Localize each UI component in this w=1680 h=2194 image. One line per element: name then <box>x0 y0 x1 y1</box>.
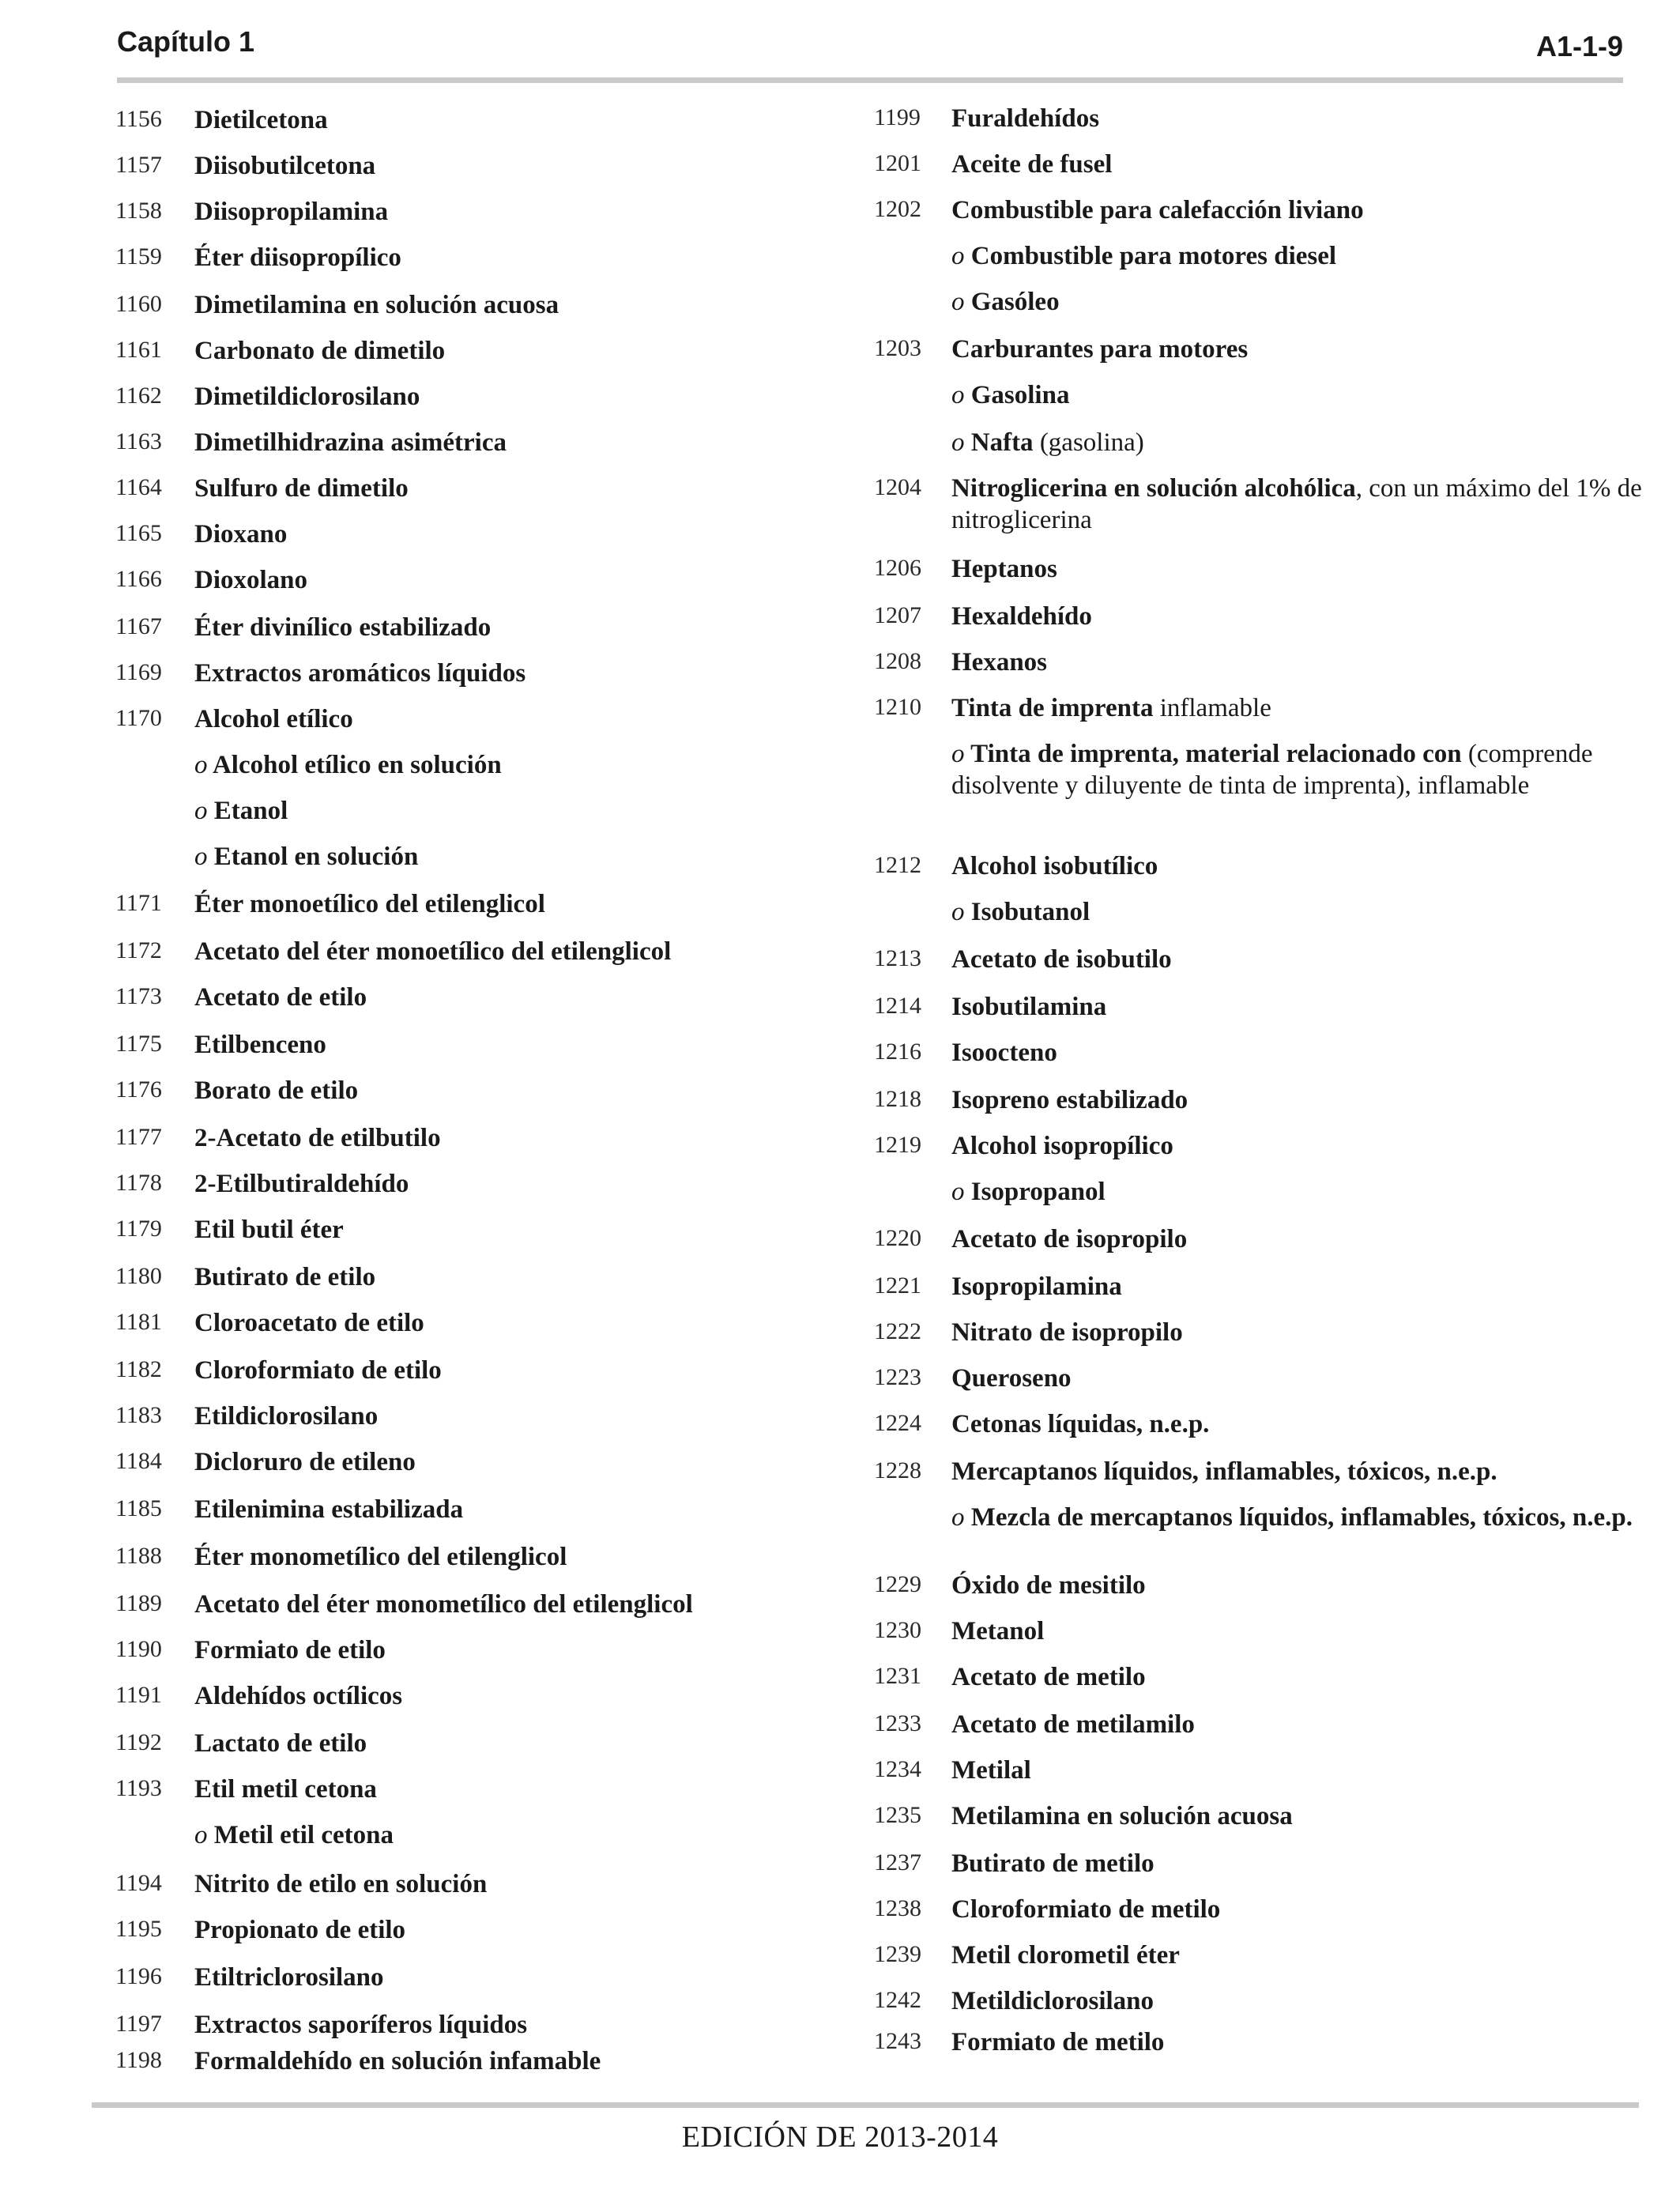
substance-name <box>951 1661 1680 1693</box>
un-number: 1194 <box>115 1870 162 1896</box>
substance-name <box>194 1355 874 1386</box>
substance-name-text: Isobutanol <box>970 898 1090 926</box>
substance-name-text: Gasóleo <box>970 288 1060 316</box>
substance-name <box>951 1317 1680 1348</box>
substance-name-text: Queroseno <box>951 1364 1072 1393</box>
un-number: 1190 <box>115 1636 162 1662</box>
substance-name <box>951 1985 1680 2017</box>
un-number: 1173 <box>115 983 162 1009</box>
substance-name-text: Acetato de metilo <box>951 1663 1146 1691</box>
un-number: 1223 <box>874 1364 921 1390</box>
substance-name-text: Etilenimina estabilizada <box>194 1495 464 1524</box>
substance-name <box>951 1223 1680 1255</box>
substance-name-text: Metilal <box>951 1756 1031 1785</box>
substance-name <box>951 379 1680 411</box>
substance-name-text: Dimetilhidrazina asimétrica <box>194 428 507 457</box>
substance-name-text: Sulfuro de dimetilo <box>194 474 409 503</box>
un-number: 1203 <box>874 335 921 361</box>
substance-name <box>951 427 1680 458</box>
substance-name <box>951 1408 1680 1440</box>
un-number: 1212 <box>874 852 921 878</box>
substance-name <box>194 936 874 967</box>
un-number: 1221 <box>874 1272 921 1299</box>
un-number: 1230 <box>874 1617 921 1643</box>
substance-name <box>951 1940 1680 1971</box>
alternate-name-marker: o <box>194 843 208 871</box>
un-number: 1214 <box>874 993 921 1019</box>
un-number: 1172 <box>115 937 162 963</box>
substance-name <box>194 518 874 550</box>
substance-name-text: Isopreno estabilizado <box>951 1086 1188 1114</box>
un-number: 1218 <box>874 1086 921 1112</box>
un-number: 1182 <box>115 1356 162 1382</box>
substance-name-text: 2-Etilbutiraldehído <box>194 1170 409 1198</box>
un-number: 1237 <box>874 1849 921 1875</box>
un-number: 1184 <box>115 1448 162 1474</box>
substance-name-text: Éter monometílico del etilenglicol <box>194 1543 567 1571</box>
substance-name <box>194 1168 874 1200</box>
substance-name-text: Éter monoetílico del etilenglicol <box>194 890 545 918</box>
un-number: 1207 <box>874 602 921 628</box>
substance-name <box>951 601 1680 632</box>
substance-name <box>194 1634 874 1666</box>
substance-name-text: Metilamina en solución acuosa <box>951 1802 1293 1830</box>
substance-name <box>951 1848 1680 1879</box>
un-number: 1159 <box>115 243 162 270</box>
substance-name-text: Nafta <box>970 428 1034 457</box>
substance-name <box>951 1570 1680 1601</box>
un-number: 1220 <box>874 1225 921 1251</box>
un-number: 1195 <box>115 1916 162 1942</box>
substance-name-text: Isoocteno <box>951 1039 1057 1067</box>
alternate-name-marker: o <box>194 751 208 779</box>
substance-name <box>194 703 874 735</box>
substance-name <box>194 564 874 596</box>
un-number: 1161 <box>115 337 162 363</box>
substance-name-text: Isobutilamina <box>951 993 1107 1021</box>
substance-name-text: Hexanos <box>951 648 1048 677</box>
substance-name-text: Cloroformiato de etilo <box>194 1356 442 1385</box>
un-number: 1156 <box>115 106 162 132</box>
substance-name-text: Dioxolano <box>194 566 308 594</box>
substance-name <box>194 795 874 827</box>
substance-name <box>951 103 1680 134</box>
substance-name <box>194 612 874 643</box>
substance-name <box>194 982 874 1013</box>
un-number: 1204 <box>874 474 921 500</box>
substance-qualifier: (gasolina) <box>1033 428 1144 457</box>
un-number: 1234 <box>874 1756 921 1782</box>
substance-name-text: Éter divinílico estabilizado <box>194 613 492 642</box>
substance-name-text: 2-Acetato de etilbutilo <box>194 1124 441 1152</box>
substance-name <box>951 1363 1680 1394</box>
substance-name <box>951 896 1680 928</box>
substance-name <box>194 104 874 136</box>
chapter-title: Capítulo 1 <box>117 25 255 58</box>
un-number: 1239 <box>874 1941 921 1967</box>
substance-name-text: Butirato de etilo <box>194 1263 376 1291</box>
substance-name-text: Etildiclorosilano <box>194 1402 379 1431</box>
substance-name-text: Dioxano <box>194 520 288 548</box>
substance-name-text: Alcohol etílico <box>194 705 353 733</box>
substance-name-text: Extractos saporíferos líquidos <box>194 2011 528 2039</box>
alternate-name-marker: o <box>951 381 965 409</box>
substance-name-text: Alcohol isopropílico <box>951 1132 1173 1160</box>
substance-name <box>194 335 874 367</box>
substance-name <box>194 2045 874 2077</box>
substance-name-text: Mezcla de mercaptanos líquidos, inflamables, tóxicos, n.e.p. <box>970 1503 1633 1532</box>
substance-name <box>194 1728 874 1759</box>
substance-name <box>194 1819 874 1851</box>
substance-name-text: Metil etil cetona <box>213 1821 394 1849</box>
substance-name-text: Borato de etilo <box>194 1076 359 1105</box>
substance-name <box>194 1680 874 1712</box>
un-number: 1224 <box>874 1410 921 1436</box>
substance-name-text: Dimetildiclorosilano <box>194 383 420 411</box>
substance-name-text: Nitrato de isopropilo <box>951 1318 1183 1347</box>
substance-name <box>951 334 1680 365</box>
un-number: 1169 <box>115 659 162 685</box>
un-number: 1179 <box>115 1216 162 1242</box>
substance-qualifier: (comprende disolvente y diluyente de tinta de imprenta), inflamable <box>951 740 1593 800</box>
substance-name <box>951 149 1680 180</box>
substance-name-text: Dimetilamina en solución acuosa <box>194 291 559 319</box>
un-number: 1229 <box>874 1571 921 1597</box>
substance-name <box>194 749 874 781</box>
substance-name <box>951 991 1680 1023</box>
substance-name-text: Cloroacetato de etilo <box>194 1309 424 1337</box>
substance-name <box>194 196 874 228</box>
alternate-name-marker: o <box>951 898 965 926</box>
substance-name-text: Diisopropilamina <box>194 198 389 226</box>
substance-name-text: Formiato de metilo <box>951 2028 1165 2056</box>
un-number: 1170 <box>115 705 162 731</box>
un-number: 1219 <box>874 1132 921 1158</box>
un-number: 1157 <box>115 152 162 178</box>
substance-name-text: Alcohol isobutílico <box>951 852 1158 880</box>
substance-name <box>194 1494 874 1525</box>
un-number: 1185 <box>115 1495 162 1521</box>
un-number: 1202 <box>874 196 921 222</box>
un-number: 1181 <box>115 1309 162 1335</box>
substance-name-text: Metanol <box>951 1617 1045 1646</box>
substance-name-text: Óxido de mesitilo <box>951 1571 1146 1600</box>
substance-name-text: Tinta de imprenta, material relacionado con <box>970 740 1462 768</box>
substance-name <box>194 841 874 873</box>
substance-name <box>194 1774 874 1805</box>
un-number: 1216 <box>874 1039 921 1065</box>
substance-name-text: Acetato de etilo <box>194 983 367 1012</box>
substance-name-text: Formiato de etilo <box>194 1636 386 1664</box>
substance-name-text: Acetato de isopropilo <box>951 1225 1188 1253</box>
un-number: 1188 <box>115 1543 162 1569</box>
substance-name <box>194 1400 874 1432</box>
substance-name <box>951 286 1680 318</box>
substance-name <box>194 289 874 321</box>
substance-name <box>194 427 874 458</box>
substance-name <box>951 194 1680 226</box>
un-number: 1197 <box>115 2011 162 2037</box>
substance-name <box>194 658 874 689</box>
substance-name-text: Heptanos <box>951 555 1057 583</box>
substance-name <box>194 1541 874 1573</box>
substance-qualifier: inflamable <box>1153 694 1271 722</box>
substance-name <box>951 1800 1680 1832</box>
un-number: 1177 <box>115 1124 162 1150</box>
un-number: 1206 <box>874 555 921 581</box>
substance-name-text: Carburantes para motores <box>951 335 1249 364</box>
substance-name <box>951 2026 1680 2058</box>
substance-qualifier: , con un máximo del 1% de nitroglicerina <box>951 474 1642 534</box>
substance-name-text: Furaldehídos <box>951 104 1100 133</box>
substance-name <box>951 1755 1680 1786</box>
substance-name <box>951 738 1680 801</box>
un-number: 1213 <box>874 945 921 971</box>
substance-name-text: Éter diisopropílico <box>194 243 401 272</box>
substance-name-text: Metil clorometil éter <box>951 1941 1180 1970</box>
un-number: 1231 <box>874 1663 921 1689</box>
un-number: 1238 <box>874 1895 921 1921</box>
substance-name <box>194 1914 874 1946</box>
un-number: 1166 <box>115 566 162 592</box>
substance-name-text: Dicloruro de etileno <box>194 1448 416 1476</box>
substance-name-text: Propionato de etilo <box>194 1916 406 1944</box>
substance-name <box>951 1271 1680 1302</box>
substance-name <box>951 1130 1680 1162</box>
un-number: 1165 <box>115 520 162 546</box>
substance-name <box>194 1446 874 1478</box>
substance-name-text: Acetato del éter monometílico del etilenglicol <box>194 1590 693 1619</box>
substance-name-text: Etilbenceno <box>194 1031 326 1059</box>
substance-name-text: Combustible para motores diesel <box>970 242 1337 270</box>
substance-name <box>951 1894 1680 1925</box>
un-number: 1198 <box>115 2047 162 2073</box>
un-number: 1167 <box>115 613 162 639</box>
substance-name-text: Metildiclorosilano <box>951 1987 1155 2015</box>
un-number: 1164 <box>115 474 162 500</box>
substance-name-text: Etanol en solución <box>213 843 419 871</box>
un-number: 1210 <box>874 694 921 720</box>
un-number: 1163 <box>115 428 162 454</box>
alternate-name-marker: o <box>194 1821 208 1849</box>
un-number: 1171 <box>115 890 162 916</box>
substance-name-text: Nitroglicerina en solución alcohólica <box>951 474 1356 503</box>
substance-name <box>194 150 874 182</box>
substance-name <box>194 1589 874 1620</box>
substance-name-text: Etanol <box>213 797 288 825</box>
un-number: 1222 <box>874 1318 921 1344</box>
substance-name <box>194 1261 874 1293</box>
substance-name <box>194 1868 874 1900</box>
un-number: 1201 <box>874 150 921 176</box>
substance-name <box>951 944 1680 975</box>
un-number: 1162 <box>115 383 162 409</box>
substance-name-text: Aceite de fusel <box>951 150 1113 179</box>
un-number: 1176 <box>115 1076 162 1103</box>
substance-name-text: Lactato de etilo <box>194 1729 367 1758</box>
substance-name <box>951 1615 1680 1647</box>
alternate-name-marker: o <box>951 740 965 768</box>
un-number: 1233 <box>874 1710 921 1736</box>
substance-name-text: Isopropilamina <box>951 1272 1122 1301</box>
substance-name <box>194 2009 874 2041</box>
un-number: 1208 <box>874 648 921 674</box>
un-number: 1183 <box>115 1402 162 1428</box>
un-number: 1160 <box>115 291 162 317</box>
substance-name-text: Hexaldehído <box>951 602 1092 631</box>
un-number: 1242 <box>874 1987 921 2013</box>
un-number: 1196 <box>115 1963 162 1989</box>
un-number: 1180 <box>115 1263 162 1289</box>
page-code: A1-1-9 <box>1535 30 1623 62</box>
substance-name <box>194 1122 874 1154</box>
substance-name <box>951 1037 1680 1069</box>
substance-name <box>951 1709 1680 1740</box>
substance-name-text: Etiltriclorosilano <box>194 1963 384 1992</box>
un-number: 1189 <box>115 1590 162 1616</box>
un-number: 1192 <box>115 1729 162 1755</box>
substance-name-text: Tinta de imprenta <box>951 694 1154 722</box>
substance-name <box>951 1084 1680 1116</box>
alternate-name-marker: o <box>951 428 965 457</box>
alternate-name-marker: o <box>951 1503 965 1532</box>
page-header <box>117 22 1623 62</box>
substance-name-text: Isopropanol <box>970 1178 1106 1206</box>
un-number: 1175 <box>115 1031 162 1057</box>
substance-name-text: Nitrito de etilo en solución <box>194 1870 488 1898</box>
substance-name-text: Alcohol etílico en solución <box>212 751 502 779</box>
substance-name-text: Etil metil cetona <box>194 1775 377 1804</box>
un-number: 1199 <box>874 104 921 130</box>
un-number: 1228 <box>874 1457 921 1483</box>
substance-name <box>951 473 1680 536</box>
un-number: 1243 <box>874 2028 921 2054</box>
substance-name-text: Acetato del éter monoetílico del etilenglicol <box>194 937 672 966</box>
substance-name <box>194 473 874 504</box>
substance-name-text: Mercaptanos líquidos, inflamables, tóxicos, n.e.p. <box>951 1457 1497 1486</box>
alternate-name-marker: o <box>951 1178 965 1206</box>
substance-name-text: Dietilcetona <box>194 106 328 134</box>
substance-name <box>194 1307 874 1339</box>
substance-name <box>951 1176 1680 1208</box>
un-number: 1191 <box>115 1682 162 1708</box>
substance-name <box>194 242 874 273</box>
substance-name <box>194 381 874 413</box>
alternate-name-marker: o <box>951 242 965 270</box>
un-number: 1193 <box>115 1775 162 1801</box>
alternate-name-marker: o <box>951 288 965 316</box>
un-number: 1158 <box>115 198 162 224</box>
substance-name-text: Etil butil éter <box>194 1216 344 1244</box>
substance-name <box>951 850 1680 882</box>
substance-name-text: Cetonas líquidas, n.e.p. <box>951 1410 1210 1438</box>
substance-name-text: Butirato de metilo <box>951 1849 1155 1878</box>
substance-name-text: Diisobutilcetona <box>194 152 376 180</box>
substance-name <box>194 1029 874 1061</box>
substance-name-text: Extractos aromáticos líquidos <box>194 659 526 688</box>
substance-name-text: Combustible para calefacción liviano <box>951 196 1364 224</box>
substance-name-text: Carbonato de dimetilo <box>194 337 446 365</box>
substance-name-text: Gasolina <box>970 381 1070 409</box>
header-divider <box>117 77 1623 83</box>
substance-name <box>951 240 1680 272</box>
substance-name <box>951 692 1680 724</box>
substance-name-text: Aldehídos octílicos <box>194 1682 403 1710</box>
alternate-name-marker: o <box>194 797 208 825</box>
un-number: 1235 <box>874 1802 921 1828</box>
substance-name <box>194 888 874 920</box>
substance-name <box>194 1962 874 1993</box>
substance-name <box>194 1214 874 1246</box>
substance-name <box>194 1075 874 1106</box>
footer-divider <box>92 2102 1639 2108</box>
substance-name <box>951 1456 1680 1487</box>
substance-name-text: Acetato de metilamilo <box>951 1710 1195 1739</box>
substance-name-text: Formaldehído en solución infamable <box>194 2047 601 2075</box>
substance-name <box>951 1502 1680 1533</box>
substance-name <box>951 647 1680 678</box>
substance-name <box>951 553 1680 585</box>
edition-footer: EDICIÓN DE 2013-2014 <box>681 2120 999 2154</box>
substance-name-text: Cloroformiato de metilo <box>951 1895 1221 1924</box>
substance-name-text: Acetato de isobutilo <box>951 945 1172 974</box>
un-number: 1178 <box>115 1170 162 1196</box>
